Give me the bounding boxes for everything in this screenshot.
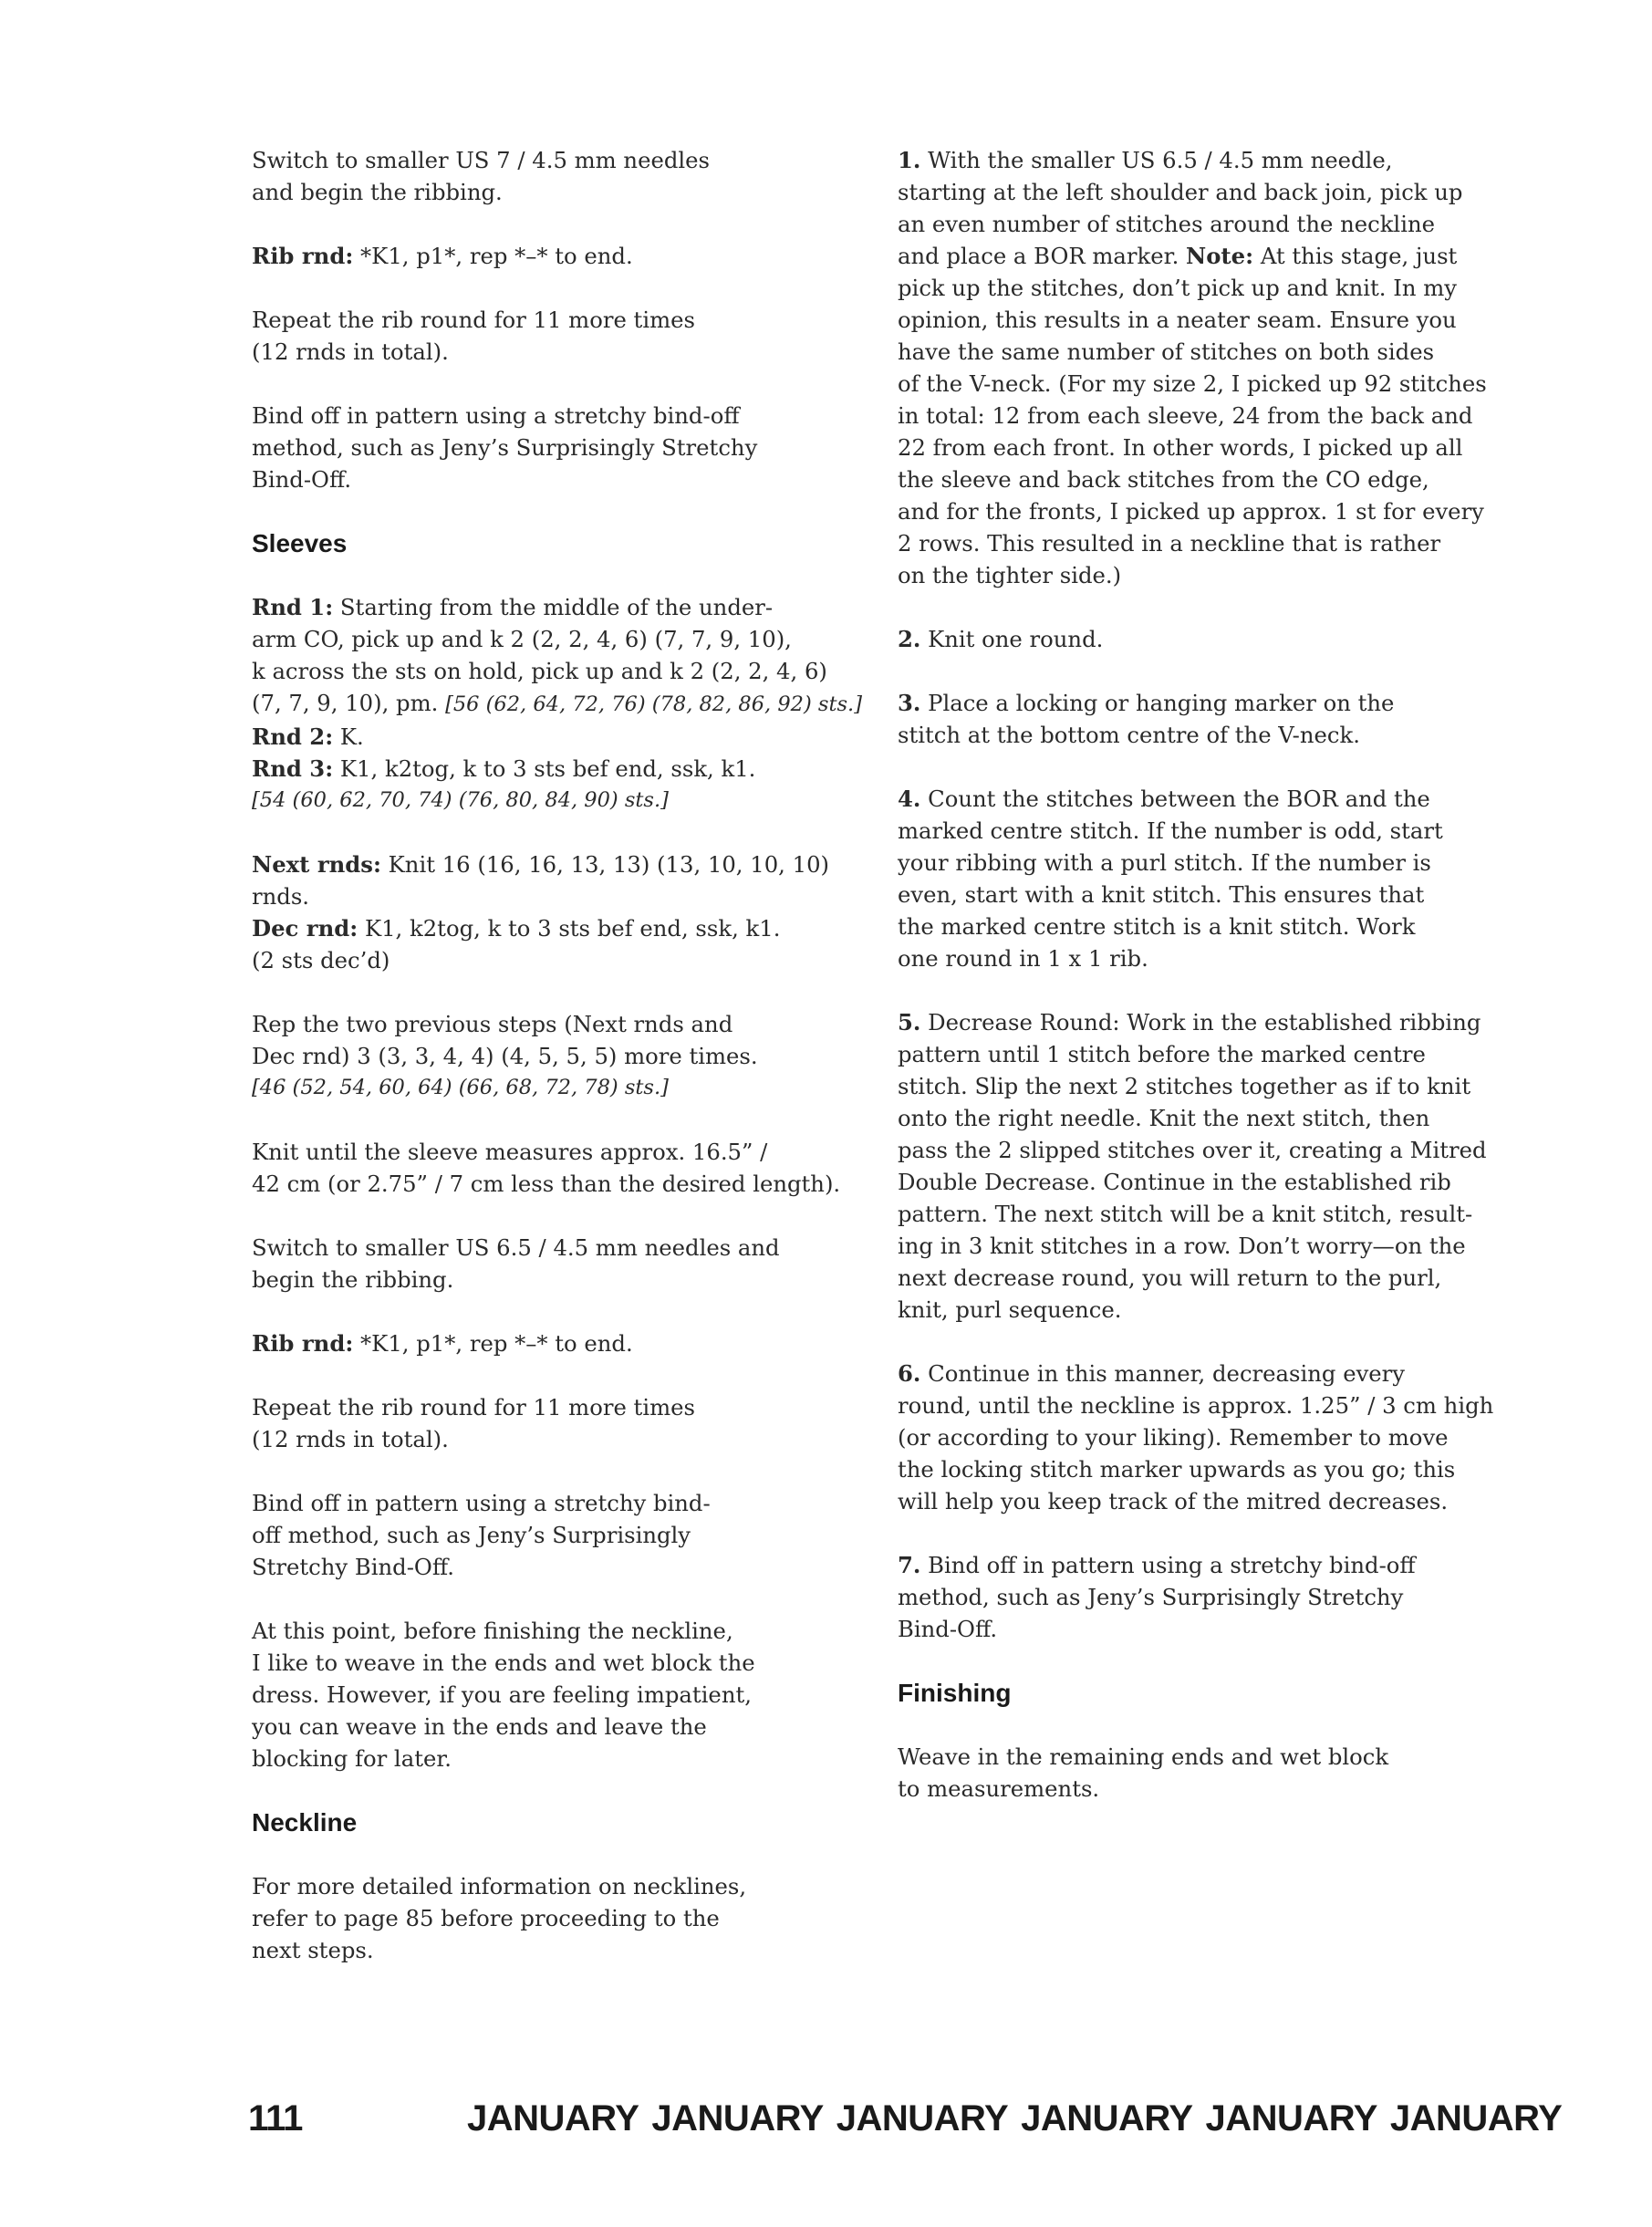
rib-round-label: Rib rnd: [252, 243, 354, 269]
decrease-block: Next rnds: Knit 16 (16, 16, 13, 13) (13, 10, 10, 10) rnds. Dec rnd: K1, k2tog, k to 3 sts bef end, ssk, k1. (2 sts dec’d) [252, 851, 830, 973]
sleeves-heading: Sleeves [252, 529, 348, 557]
repeat-steps-paragraph: Rep the two previous steps (Next rnds and Dec rnd) 3 (3, 3, 4, 4) (4, 5, 5, 5) more times. [46 (52, 54, 60, 64) (66, 68, 72, 78) sts.] [252, 1008, 817, 1104]
repeat-rib-paragraph: Repeat the rib round for 11 more times (12 rnds in total). [252, 307, 695, 365]
stitch-count: [54 (60, 62, 70, 74) (76, 80, 84, 90) sts.] [252, 788, 669, 812]
rib-round-instruction: Rib rnd: *K1, p1*, rep *–* to end. [252, 243, 633, 269]
neckline-reference-paragraph: For more detailed information on necklines, refer to page 85 before proceeding to the next steps. [252, 1873, 747, 1963]
step-1: 1. With the smaller US 6.5 / 4.5 mm needle, starting at the left shoulder and back join, pick up an even number of stitches around the neckline and place a BOR marker. Note: At this stage, just pick up the stitches, don’t pick up and knit. In my opinion, this results in a neater seam. Ensure you have the same number of stitches on both sides of the V-neck. (For my size 2, I picked up 92 stitches in total: 12 from each sleeve, 24 from the back and 22 from each front. In other words, I picked up all the sleeve and back stitches from the CO edge, and for the fronts, I picked up approx. 1 st for every 2 rows. This resulted in a neckline that is rather on the tighter side.) [898, 147, 1487, 588]
step-3: 3. Place a locking or hanging marker on the stitch at the bottom centre of the V-neck. [898, 690, 1395, 748]
finishing-heading: Finishing [898, 1679, 1012, 1707]
switch-needles-paragraph: Switch to smaller US 6.5 / 4.5 mm needles and begin the ribbing. [252, 1234, 780, 1293]
rib-round-instruction: Rib rnd: *K1, p1*, rep *–* to end. [252, 1330, 633, 1357]
note-label: Note: [1186, 243, 1254, 269]
page-number: 111 [248, 2098, 303, 2139]
intro-paragraph: Switch to smaller US 7 / 4.5 mm needles and begin the ribbing. [252, 147, 711, 205]
stitch-count: [56 (62, 64, 72, 76) (78, 82, 86, 92) sts.] [445, 692, 862, 716]
right-column [898, 144, 1500, 1837]
step-7: 7. Bind off in pattern using a stretchy bind-off method, such as Jeny’s Surprisingly Stretchy Bind-Off. [898, 1552, 1416, 1642]
knit-until-paragraph: Knit until the sleeve measures approx. 16.5” / 42 cm (or 2.75” / 7 cm less than the desired length). [252, 1139, 841, 1197]
blocking-note-paragraph: At this point, before finishing the neckline, I like to weave in the ends and wet block the dress. However, if you are feeling impatient, you can weave in the ends and leave the blocking for later. [252, 1618, 755, 1772]
step-2: 2. Knit one round. [898, 626, 1104, 652]
left-column [252, 144, 862, 1998]
step-4: 4. Count the stitches between the BOR and the marked centre stitch. If the number is odd, start your ribbing with a purl stitch. If the number is even, start with a knit stitch. This ensures that the marked centre stitch is a knit stitch. Work one round in 1 x 1 rib. [898, 786, 1443, 972]
stitch-count: [46 (52, 54, 60, 64) (66, 68, 72, 78) sts.] [252, 1076, 669, 1099]
neckline-heading: Neckline [252, 1808, 358, 1837]
step-5: 5. Decrease Round: Work in the established ribbing pattern until 1 stitch before the marked centre stitch. Slip the next 2 stitches together as if to knit onto the right needle. Knit the next stitch, then pass the 2 slipped stitches over it, creating a Mitred Double Decrease. Continue in the established rib pattern. The next stitch will be a knit stitch, result- ing in 3 knit stitches in a row. Don’t worry—on the next decrease round, you will return to the purl, knit, purl sequence. [898, 1009, 1487, 1323]
bind-off-paragraph: Bind off in pattern using a stretchy bind-off method, such as Jeny’s Surprisingly Stretchy Bind-Off. [252, 402, 758, 493]
running-title: JANUARY JANUARY JANUARY JANUARY JANUARY JANUARY [467, 2098, 1563, 2139]
step-6: 6. Continue in this manner, decreasing every round, until the neckline is approx. 1.25” / 3 cm high (or according to your liking). Remember to move the locking stitch marker upwards as you go; this will help you keep track of the mitred decreases. [898, 1360, 1494, 1514]
repeat-rib-paragraph: Repeat the rib round for 11 more times (12 rnds in total). [252, 1394, 695, 1452]
bind-off-paragraph: Bind off in pattern using a stretchy bind- off method, such as Jeny’s Surprisingly Stretchy Bind-Off. [252, 1490, 711, 1580]
sleeve-rounds-block: Rnd 1: Starting from the middle of the under- arm CO, pick up and k 2 (2, 2, 4, 6) (7, 7, 9, 10), k across the sts on hold, pick up and k 2 (2, 2, 4, 6) (7, 7, 9, 10), pm. [56 (62, 64, 72, 76) (78, 82, 86, 92) sts.] Rnd 2: K. Rnd 3: K1, k2tog, k to 3 sts bef end, ssk, k1. [54 (60, 62, 70, 74) (76, 80, 84, 90) sts.] [252, 591, 817, 817]
finishing-paragraph: Weave in the remaining ends and wet block to measurements. [898, 1743, 1389, 1802]
